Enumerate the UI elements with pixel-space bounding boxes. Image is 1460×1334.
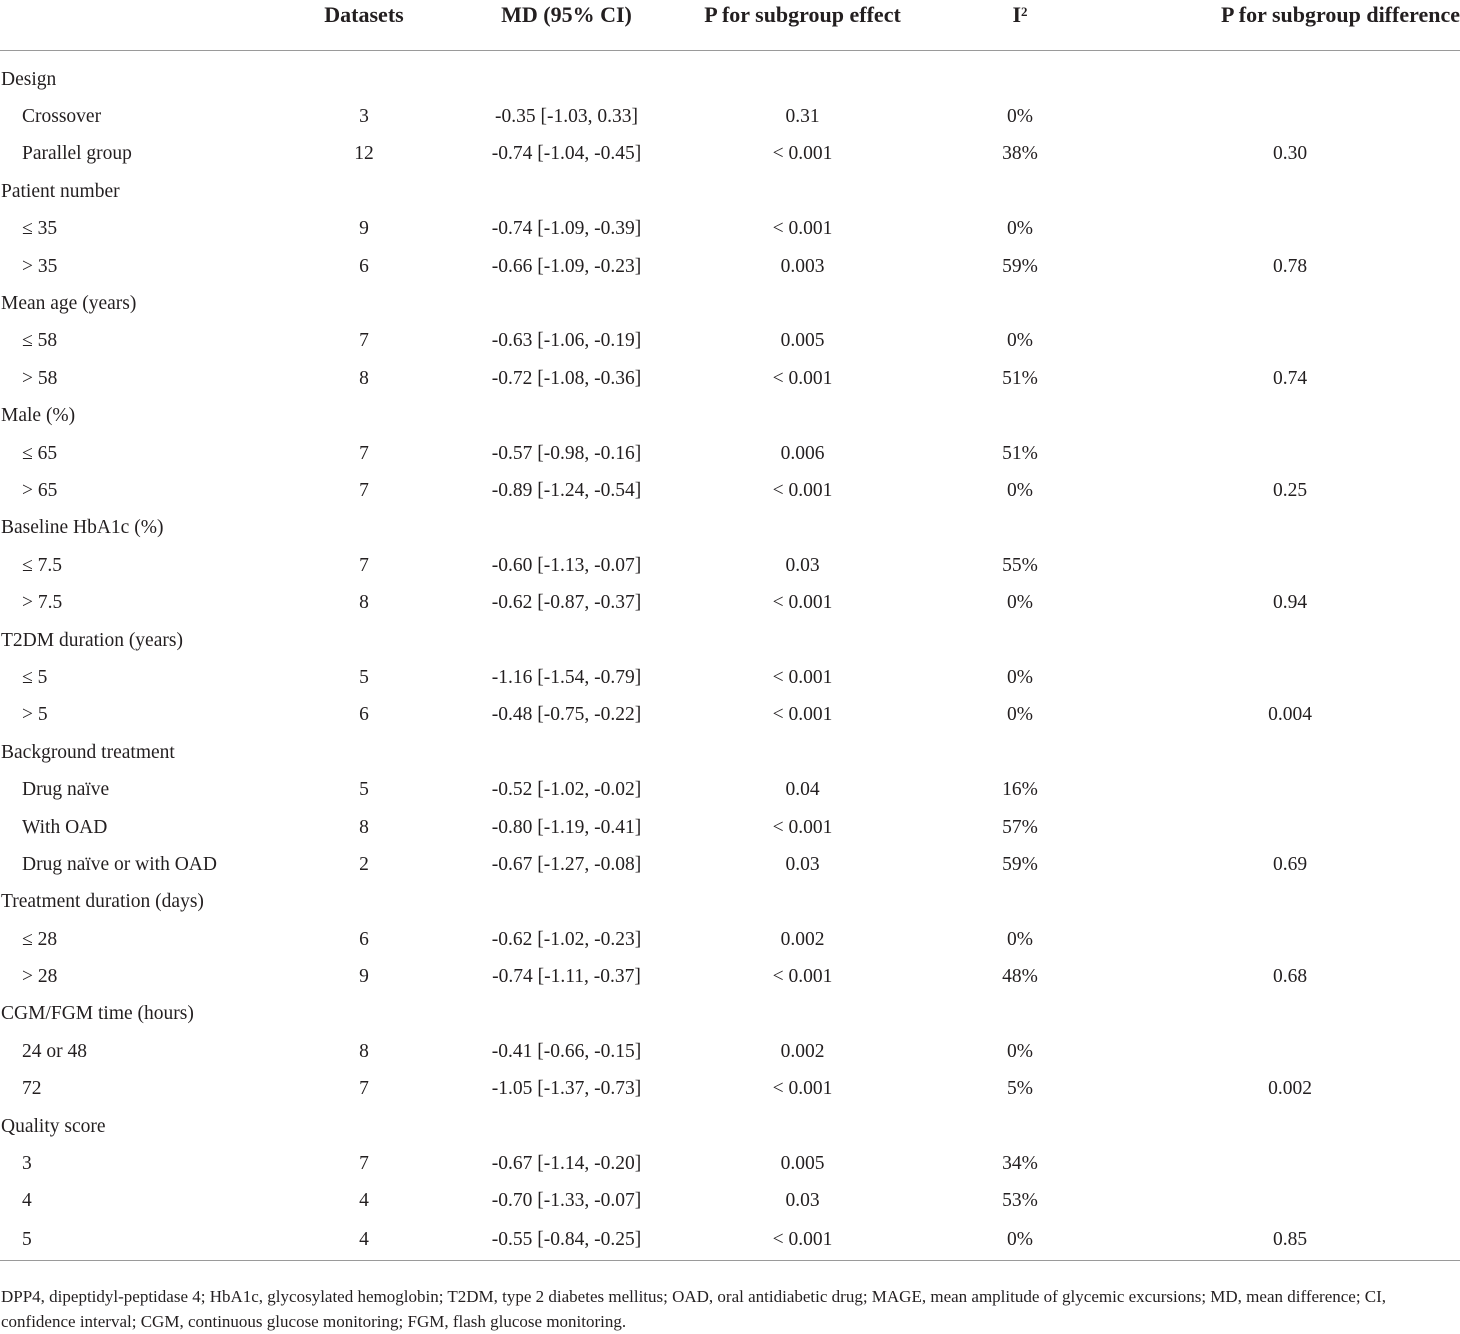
table-row <box>0 211 1460 248</box>
table-row <box>0 1145 1460 1182</box>
table-row <box>0 659 1460 696</box>
table-group-row <box>0 51 1460 99</box>
i-squared-cell: 0% <box>1007 479 1033 501</box>
p-effect-cell: < 0.001 <box>772 1078 833 1100</box>
table-row <box>0 136 1460 173</box>
subgroup-label: ≤ 65 <box>22 442 58 464</box>
subgroup-label: 24 or 48 <box>22 1040 87 1062</box>
md-ci-cell: -0.62 [-0.87, -0.37] <box>491 592 642 614</box>
md-ci-cell: -0.74 [-1.09, -0.39] <box>491 218 642 240</box>
datasets-cell: 8 <box>359 367 369 389</box>
group-label: Quality score <box>1 1115 106 1137</box>
datasets-cell: 6 <box>359 255 369 277</box>
p-difference-cell <box>1120 809 1460 846</box>
header-md-ci: MD (95% CI) <box>448 0 685 51</box>
p-difference-cell <box>1120 1183 1460 1220</box>
p-effect-cell: 0.03 <box>785 554 820 576</box>
i-squared-cell: 0% <box>1007 1040 1033 1062</box>
md-ci-cell: -0.89 [-1.24, -0.54] <box>491 479 642 501</box>
subgroup-label: 72 <box>22 1078 42 1100</box>
i-squared-cell: 0% <box>1007 218 1033 240</box>
subgroup-label: 3 <box>22 1153 32 1175</box>
table-row <box>0 697 1460 734</box>
datasets-cell: 4 <box>280 1220 448 1261</box>
p-difference-cell <box>1120 1145 1460 1182</box>
md-ci-cell: -0.55 [-0.84, -0.25] <box>448 1220 685 1261</box>
p-effect-cell: < 0.001 <box>772 218 833 240</box>
p-effect-cell: < 0.001 <box>685 1220 920 1261</box>
table-row <box>0 921 1460 958</box>
md-ci-cell: -0.60 [-1.13, -0.07] <box>491 554 642 576</box>
i-squared-cell: 34% <box>1002 1153 1038 1175</box>
subgroup-label: > 5 <box>22 704 48 726</box>
table-row <box>0 1183 1460 1220</box>
datasets-cell: 5 <box>359 779 369 801</box>
p-difference-cell: 0.25 <box>1272 479 1308 501</box>
subgroup-label: > 28 <box>22 966 58 988</box>
p-difference-cell <box>1120 547 1460 584</box>
table-group-row <box>0 884 1460 921</box>
table-group-row <box>0 398 1460 435</box>
p-difference-cell <box>1120 435 1460 472</box>
i-squared-cell: 38% <box>1002 143 1038 165</box>
table-row <box>0 360 1460 397</box>
subgroup-label: Drug naïve <box>22 779 110 801</box>
subgroup-label: With OAD <box>22 816 108 838</box>
table-row <box>0 98 1460 135</box>
subgroup-label: > 65 <box>22 479 58 501</box>
header-subgroup <box>0 0 280 51</box>
md-ci-cell: -0.67 [-1.27, -0.08] <box>491 853 642 875</box>
p-effect-cell: 0.03 <box>785 853 820 875</box>
datasets-cell: 3 <box>359 106 369 128</box>
p-difference-cell <box>1120 323 1460 360</box>
table-row <box>0 846 1460 883</box>
i-squared-cell: 0% <box>1007 928 1033 950</box>
i-squared-cell: 55% <box>1002 554 1038 576</box>
table-row <box>0 472 1460 509</box>
p-difference-cell <box>1120 98 1460 135</box>
md-ci-cell: -0.72 [-1.08, -0.36] <box>491 367 642 389</box>
table-row <box>0 1071 1460 1108</box>
subgroup-label: Parallel group <box>22 143 132 165</box>
p-effect-cell: 0.03 <box>785 1190 820 1212</box>
i-squared-cell: 59% <box>1002 255 1038 277</box>
i-squared-cell: 59% <box>1002 853 1038 875</box>
table-group-row <box>0 996 1460 1033</box>
table-row <box>0 771 1460 808</box>
i-squared-cell: 5% <box>1007 1078 1033 1100</box>
md-ci-cell: -0.63 [-1.06, -0.19] <box>491 330 642 352</box>
subgroup-label: 5 <box>0 1220 280 1261</box>
table-row <box>0 248 1460 285</box>
md-ci-cell: -0.57 [-0.98, -0.16] <box>491 442 642 464</box>
p-difference-cell: 0.74 <box>1272 367 1308 389</box>
p-effect-cell: 0.31 <box>785 106 820 128</box>
datasets-cell: 6 <box>359 704 369 726</box>
subgroup-label: ≤ 5 <box>22 666 48 688</box>
subgroup-label: ≤ 28 <box>22 928 58 950</box>
table-row <box>0 547 1460 584</box>
md-ci-cell: -1.05 [-1.37, -0.73] <box>491 1078 642 1100</box>
datasets-cell: 9 <box>359 966 369 988</box>
datasets-cell: 7 <box>359 330 369 352</box>
p-difference-cell: 0.30 <box>1272 143 1308 165</box>
datasets-cell: 9 <box>359 218 369 240</box>
i-squared-cell: 0% <box>1007 106 1033 128</box>
group-label: Patient number <box>1 180 120 202</box>
group-label: Treatment duration (days) <box>1 891 204 913</box>
table-row <box>0 1220 1460 1261</box>
header-p-subgroup-effect: P for subgroup effect <box>685 0 920 51</box>
group-label: Mean age (years) <box>1 293 137 315</box>
subgroup-label: ≤ 7.5 <box>22 554 62 576</box>
i-squared-cell: 0% <box>1007 666 1033 688</box>
subgroup-label: ≤ 35 <box>22 218 58 240</box>
header-i-squared-superscript: 2 <box>1021 4 1028 19</box>
i-squared-cell: 57% <box>1002 816 1038 838</box>
p-effect-cell: < 0.001 <box>772 479 833 501</box>
datasets-cell: 7 <box>359 479 369 501</box>
p-difference-cell <box>1120 659 1460 696</box>
subgroup-label: Drug naïve or with OAD <box>22 853 217 875</box>
header-i-squared <box>920 0 1120 51</box>
header-p-subgroup-difference: P for subgroup difference <box>1120 0 1460 51</box>
datasets-cell: 2 <box>359 853 369 875</box>
md-ci-cell: -0.52 [-1.02, -0.02] <box>491 779 642 801</box>
p-effect-cell: < 0.001 <box>772 592 833 614</box>
p-difference-cell: 0.78 <box>1272 255 1308 277</box>
table-row <box>0 1033 1460 1070</box>
p-effect-cell: 0.002 <box>780 928 825 950</box>
i-squared-cell: 0% <box>1007 330 1033 352</box>
table-row <box>0 958 1460 995</box>
md-ci-cell: -0.70 [-1.33, -0.07] <box>491 1190 642 1212</box>
p-difference-cell: 0.002 <box>1268 1078 1312 1100</box>
p-effect-cell: < 0.001 <box>772 367 833 389</box>
p-difference-cell <box>1120 211 1460 248</box>
p-difference-cell: 0.69 <box>1272 853 1308 875</box>
md-ci-cell: -1.16 [-1.54, -0.79] <box>491 666 642 688</box>
table-row <box>0 323 1460 360</box>
md-ci-cell: -0.35 [-1.03, 0.33] <box>495 106 638 128</box>
datasets-cell: 7 <box>359 554 369 576</box>
i-squared-cell: 53% <box>1002 1190 1038 1212</box>
md-ci-cell: -0.48 [-0.75, -0.22] <box>491 704 642 726</box>
md-ci-cell: -0.74 [-1.04, -0.45] <box>491 143 642 165</box>
md-ci-cell: -0.66 [-1.09, -0.23] <box>491 255 642 277</box>
table-header-row <box>0 0 1460 51</box>
p-effect-cell: < 0.001 <box>772 966 833 988</box>
datasets-cell: 7 <box>359 1153 369 1175</box>
p-effect-cell: 0.005 <box>780 1153 825 1175</box>
md-ci-cell: -0.41 [-0.66, -0.15] <box>491 1040 642 1062</box>
datasets-cell: 5 <box>359 666 369 688</box>
i-squared-cell: 0% <box>920 1220 1120 1261</box>
table-group-row <box>0 173 1460 210</box>
table-group-row <box>0 1108 1460 1145</box>
table-group-row <box>0 285 1460 322</box>
group-label: Baseline HbA1c (%) <box>1 517 164 539</box>
table-row <box>0 809 1460 846</box>
p-effect-cell: < 0.001 <box>772 704 833 726</box>
subgroup-label: Crossover <box>22 106 102 128</box>
group-label: Background treatment <box>1 741 175 763</box>
group-label: Design <box>1 68 57 90</box>
datasets-cell: 7 <box>359 442 369 464</box>
datasets-cell: 7 <box>359 1078 369 1100</box>
datasets-cell: 4 <box>359 1190 369 1212</box>
p-difference-cell: 0.68 <box>1272 966 1308 988</box>
subgroup-label: > 58 <box>22 367 58 389</box>
i-squared-cell: 0% <box>1007 592 1033 614</box>
p-effect-cell: 0.04 <box>785 779 820 801</box>
p-difference-cell: 0.004 <box>1268 704 1312 726</box>
p-effect-cell: 0.005 <box>780 330 825 352</box>
table-group-row <box>0 734 1460 771</box>
p-difference-cell: 0.94 <box>1272 592 1308 614</box>
md-ci-cell: -0.80 [-1.19, -0.41] <box>491 816 642 838</box>
header-i-squared-base: I <box>1012 2 1022 27</box>
md-ci-cell: -0.62 [-1.02, -0.23] <box>491 928 642 950</box>
table-group-row <box>0 622 1460 659</box>
subgroup-label: > 35 <box>22 255 58 277</box>
table-group-row <box>0 510 1460 547</box>
table-footnote: DPP4, dipeptidyl-peptidase 4; HbA1c, glycosylated hemoglobin; T2DM, type 2 diabetes mellitus; OAD, oral antidiabetic drug; MAGE, mean amplitude of glycemic excursions; MD, mean difference; CI, confidence interval; CGM, continuous glucose monitoring; FGM, flash glucose monitoring. <box>1 1287 1387 1331</box>
p-difference-cell <box>1120 1033 1460 1070</box>
group-label: CGM/FGM time (hours) <box>1 1003 194 1025</box>
datasets-cell: 8 <box>359 816 369 838</box>
md-ci-cell: -0.74 [-1.11, -0.37] <box>492 966 641 988</box>
i-squared-cell: 51% <box>1002 442 1038 464</box>
subgroup-label: > 7.5 <box>22 592 63 614</box>
p-difference-cell <box>1120 921 1460 958</box>
table-row <box>0 435 1460 472</box>
i-squared-cell: 16% <box>1002 779 1038 801</box>
p-difference-cell: 0.85 <box>1120 1220 1460 1261</box>
group-label: Male (%) <box>1 405 76 427</box>
i-squared-cell: 51% <box>1002 367 1038 389</box>
p-effect-cell: 0.003 <box>780 255 825 277</box>
p-effect-cell: < 0.001 <box>772 816 833 838</box>
subgroup-label: 4 <box>22 1190 32 1212</box>
p-effect-cell: < 0.001 <box>772 143 833 165</box>
p-difference-cell <box>1120 771 1460 808</box>
table-row <box>0 584 1460 621</box>
p-effect-cell: 0.002 <box>780 1040 825 1062</box>
group-label: T2DM duration (years) <box>1 629 183 651</box>
p-effect-cell: < 0.001 <box>772 666 833 688</box>
p-effect-cell: 0.006 <box>780 442 825 464</box>
subgroup-label: ≤ 58 <box>22 330 58 352</box>
datasets-cell: 8 <box>359 592 369 614</box>
i-squared-cell: 0% <box>1007 704 1033 726</box>
datasets-cell: 8 <box>359 1040 369 1062</box>
header-datasets: Datasets <box>280 0 448 51</box>
datasets-cell: 6 <box>359 928 369 950</box>
i-squared-cell: 48% <box>1002 966 1038 988</box>
table-body <box>0 51 1460 1261</box>
datasets-cell: 12 <box>354 143 374 165</box>
md-ci-cell: -0.67 [-1.14, -0.20] <box>491 1153 642 1175</box>
